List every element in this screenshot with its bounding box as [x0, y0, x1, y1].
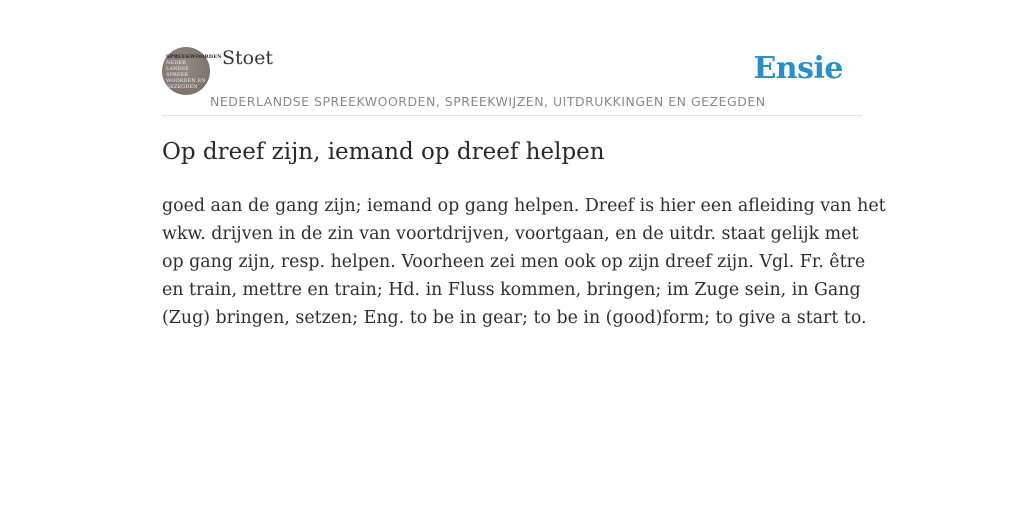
entry-body-line: op gang zijn, resp. helpen. Voorheen zei men ook op zijn dreef zijn. Vgl. Fr. être	[162, 252, 866, 272]
author-name[interactable]: Stoet	[222, 47, 273, 69]
ensie-logo[interactable]: Ensie	[753, 51, 843, 86]
entry-body-line: goed aan de gang zijn; iemand op gang helpen. Dreef is hier een afleiding van het	[162, 196, 886, 216]
entry-body-line: wkw. drijven in de zin van voortdrijven, voortgaan, en de uitdr. staat gelijk met	[162, 224, 859, 244]
avatar-text-top: SPREEKWOORDEN	[166, 54, 222, 60]
entry-body-line: en train, mettre en train; Hd. in Fluss kommen, bringen; im Zuge sein, in Gang	[162, 280, 861, 300]
avatar-text-lines: NEDER LANDSE SPREEK WOORDEN EN GEZEGDEN	[166, 60, 206, 90]
avatar[interactable]	[162, 47, 222, 95]
entry-title: Op dreef zijn, iemand op dreef helpen	[162, 139, 605, 165]
category-label[interactable]: NEDERLANDSE SPREEKWOORDEN, SPREEKWIJZEN, UITDRUKKINGEN EN GEZEGDEN	[210, 94, 766, 109]
avatar-book-cover	[166, 54, 222, 90]
entry-body-line: (Zug) bringen, setzen; Eng. to be in gear; to be in (good)form; to give a start to.	[162, 308, 867, 328]
header	[162, 46, 862, 116]
entry-body	[162, 192, 886, 332]
